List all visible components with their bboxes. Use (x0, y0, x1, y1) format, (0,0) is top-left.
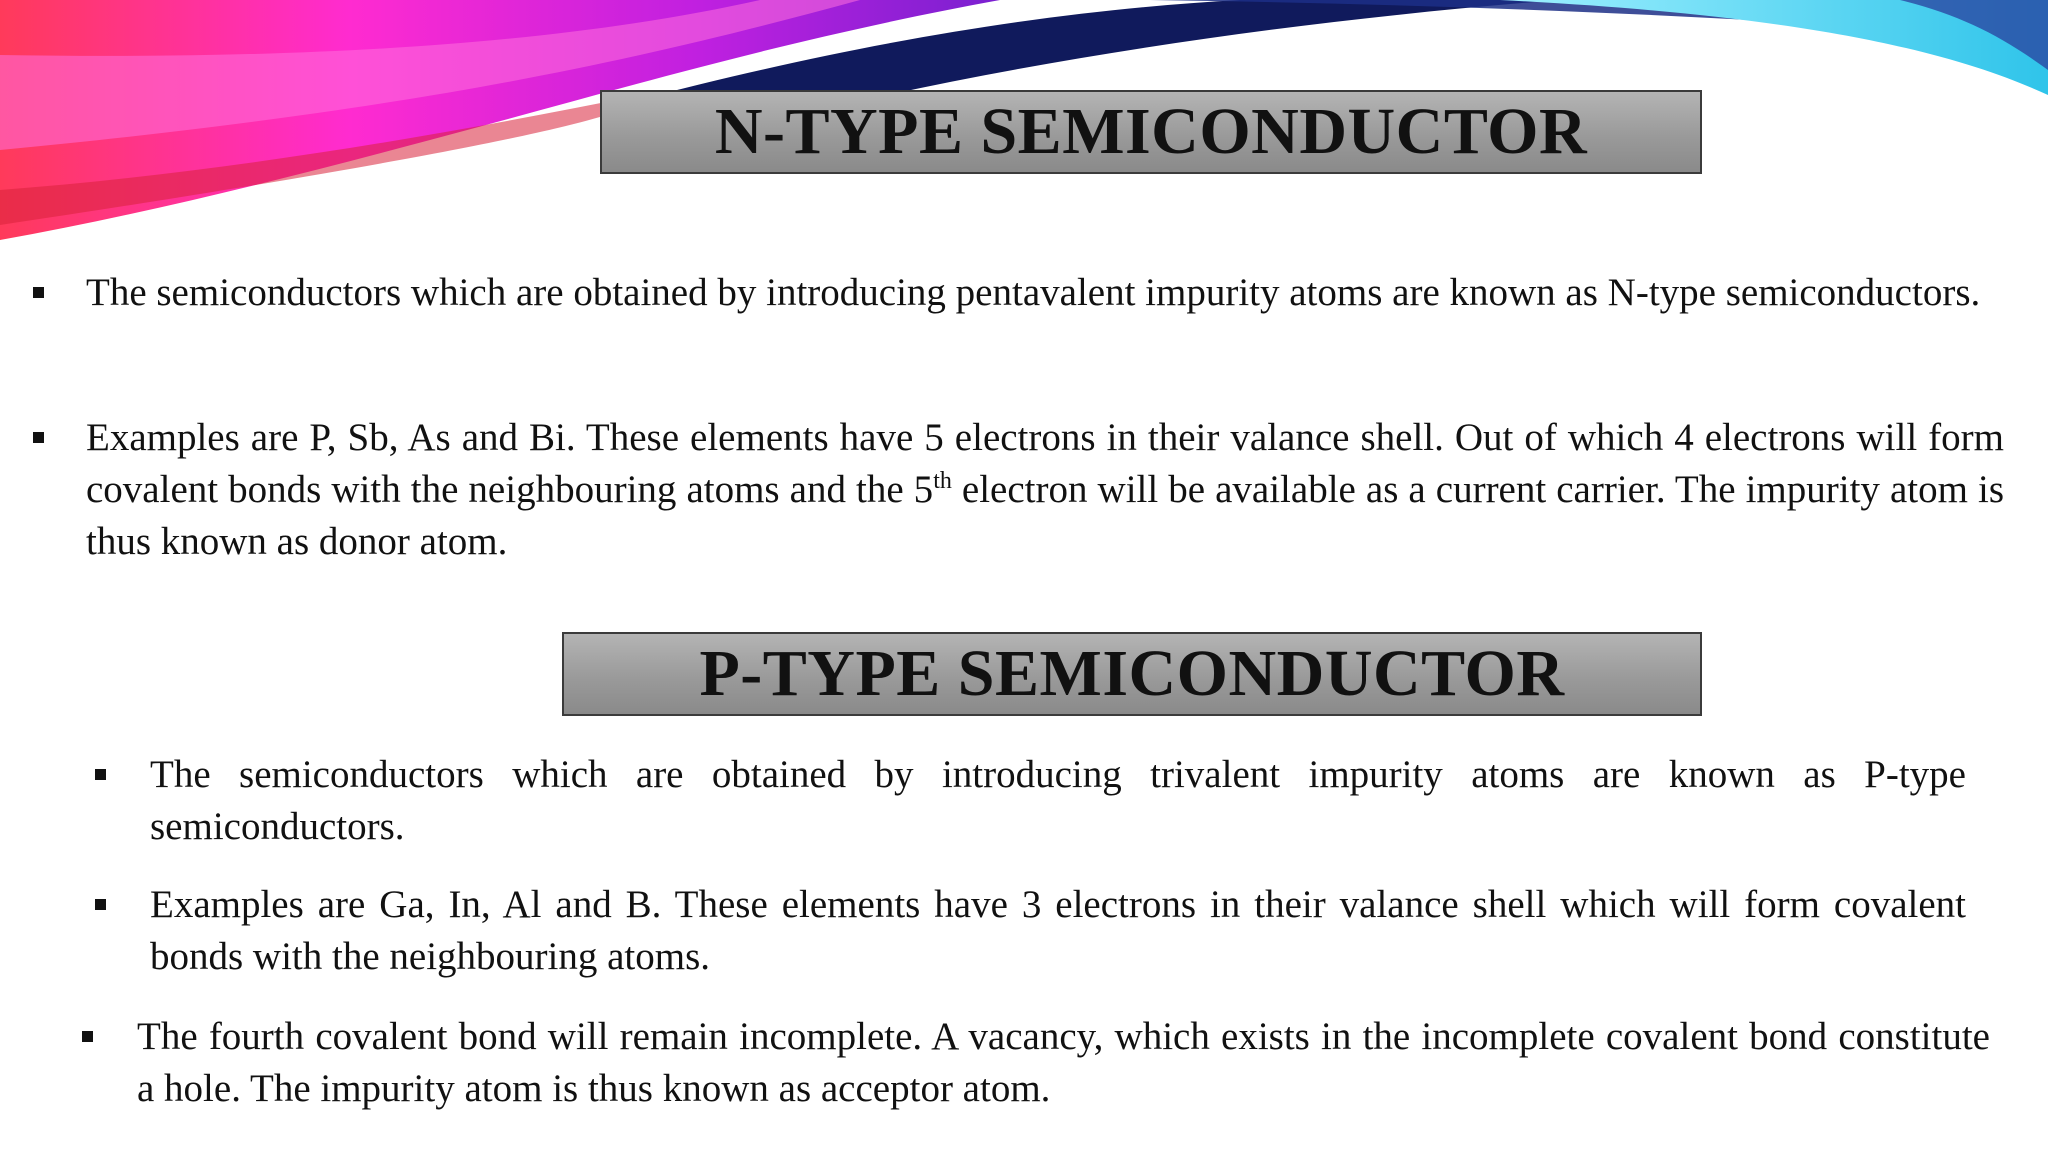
p-type-title: P-TYPE SEMICONDUCTOR (699, 637, 1565, 710)
p-type-bullet-hole-text: The fourth covalent bond will remain incomplete. A vacancy, which exists in the incomplete covalent bond constitute a hole. The impurity atom is thus known as acceptor atom. (137, 1015, 1990, 1110)
square-bullet-icon (33, 287, 44, 298)
square-bullet-icon (33, 432, 44, 443)
p-type-bullet-examples-text: Examples are Ga, In, Al and B. These elements have 3 electrons in their valance shell which will form covalent bonds with the neighbouring atoms. (150, 883, 1966, 978)
n-type-title: N-TYPE SEMICONDUCTOR (714, 95, 1588, 168)
p-type-bullet-definition (150, 749, 1966, 853)
square-bullet-icon (95, 899, 106, 910)
n-type-bullet-examples-text-2: electron will be available as a current carrier. The impurity atom is thus known as donor atom. (86, 468, 2004, 563)
square-bullet-icon (95, 769, 106, 780)
n-type-bullet-examples (86, 412, 2004, 568)
n-type-title-bar (600, 90, 1702, 174)
square-bullet-icon (82, 1031, 93, 1042)
p-type-bullet-hole (137, 1011, 1990, 1115)
superscript-th: th (933, 468, 952, 494)
p-type-bullet-definition-text: The semiconductors which are obtained by introducing trivalent impurity atoms are known as P-type semiconductors. (150, 753, 1966, 848)
p-type-title-bar (562, 632, 1702, 716)
n-type-bullet-definition (86, 267, 2004, 319)
n-type-bullet-examples-text-1: Examples are P, Sb, As and Bi. These elements have 5 electrons in their valance shell. Out of which 4 electrons will form covalent bonds with the neighbouring atoms and the 5 (86, 416, 2004, 511)
n-type-bullet-definition-text: The semiconductors which are obtained by introducing pentavalent impurity atoms are known as N-type semiconductors. (86, 271, 1981, 314)
p-type-bullet-examples (150, 879, 1966, 983)
